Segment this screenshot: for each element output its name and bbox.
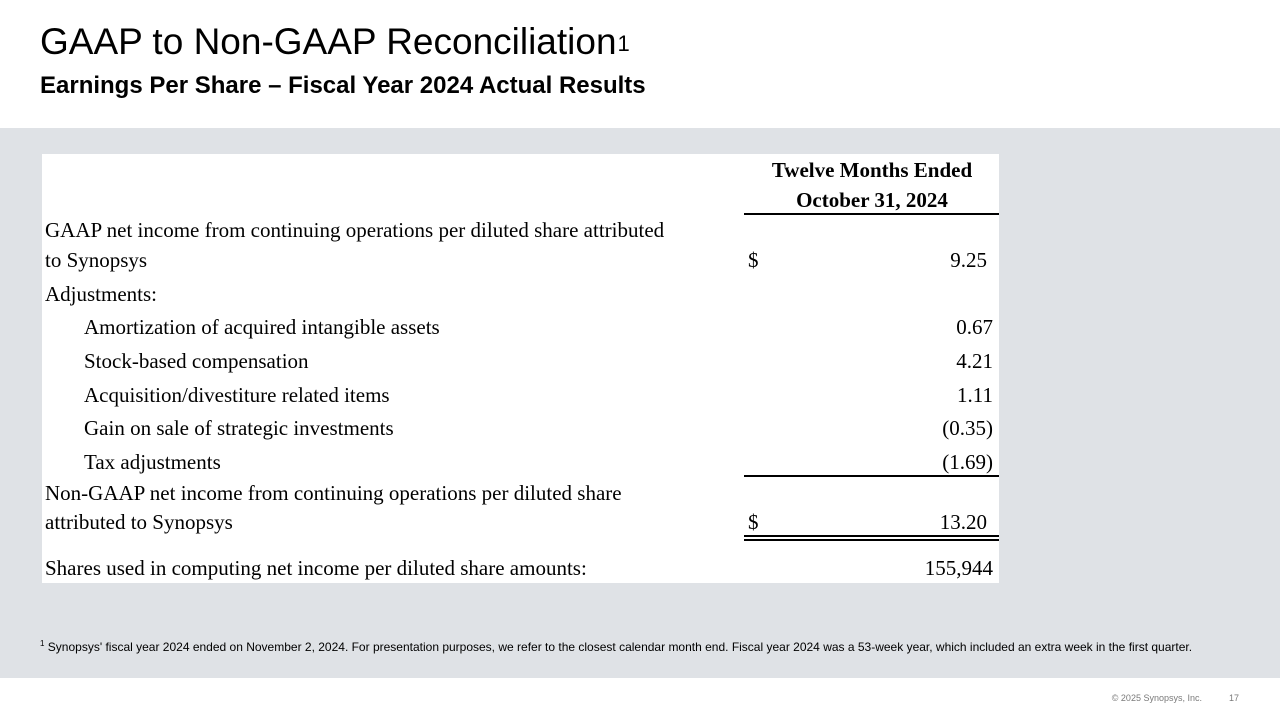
adjustment-label: Stock-based compensation bbox=[84, 349, 309, 373]
nongaap-currency: $ bbox=[748, 510, 759, 534]
page-footer bbox=[1112, 693, 1239, 703]
total-rule-top bbox=[744, 535, 999, 537]
column-header bbox=[745, 154, 999, 215]
adjustment-value: 4.21 bbox=[956, 349, 993, 373]
gaap-label-line1: GAAP net income from continuing operations per diluted share attributed bbox=[45, 218, 665, 242]
copyright: © 2025 Synopsys, Inc. bbox=[1111, 693, 1202, 703]
shares-label: Shares used in computing net income per diluted share amounts: bbox=[45, 556, 587, 580]
page-title-text: GAAP to Non-GAAP Reconciliation bbox=[40, 21, 617, 62]
title-footnote-mark: 1 bbox=[617, 31, 630, 56]
page-number: 17 bbox=[1228, 693, 1239, 703]
page-subtitle: Earnings Per Share – Fiscal Year 2024 Actual Results bbox=[40, 72, 646, 99]
column-header-line1: Twelve Months Ended bbox=[771, 158, 973, 182]
footnote-text: Synopsys' fiscal year 2024 ended on November 2, 2024. For presentation purposes, we refer to the closest calendar month end. Fiscal year 2024 was a 53-week year, which included an extra week in the first quarter. bbox=[47, 640, 1193, 654]
adjustment-value: (1.69) bbox=[942, 450, 993, 474]
gaap-value: 9.25 bbox=[950, 248, 987, 272]
nongaap-value: 13.20 bbox=[939, 510, 987, 534]
adjustment-label: Amortization of acquired intangible assets bbox=[84, 315, 440, 339]
adjustment-label: Acquisition/divestiture related items bbox=[84, 383, 390, 407]
content-panel bbox=[0, 128, 1280, 678]
page-title bbox=[40, 20, 630, 64]
adjustments-label: Adjustments: bbox=[45, 282, 158, 306]
adjustment-value: 0.67 bbox=[956, 315, 993, 339]
shares-value: 155,944 bbox=[924, 556, 993, 580]
column-header-rule bbox=[744, 213, 999, 215]
gaap-label-line2: to Synopsys bbox=[45, 248, 148, 272]
nongaap-label-line2: attributed to Synopsys bbox=[45, 510, 233, 534]
footnote bbox=[40, 636, 1250, 655]
subtotal-rule bbox=[744, 475, 999, 477]
adjustment-value: 1.11 bbox=[957, 383, 993, 407]
adjustment-label: Tax adjustments bbox=[84, 450, 221, 474]
gaap-currency: $ bbox=[748, 248, 759, 272]
column-header-line2: October 31, 2024 bbox=[796, 188, 948, 212]
adjustment-value: (0.35) bbox=[942, 416, 993, 440]
footnote-mark: 1 bbox=[40, 639, 45, 648]
total-rule-bottom bbox=[744, 539, 999, 541]
reconciliation-table bbox=[42, 154, 999, 583]
adjustment-label: Gain on sale of strategic investments bbox=[84, 416, 394, 440]
nongaap-label-line1: Non-GAAP net income from continuing operations per diluted share bbox=[45, 481, 622, 505]
